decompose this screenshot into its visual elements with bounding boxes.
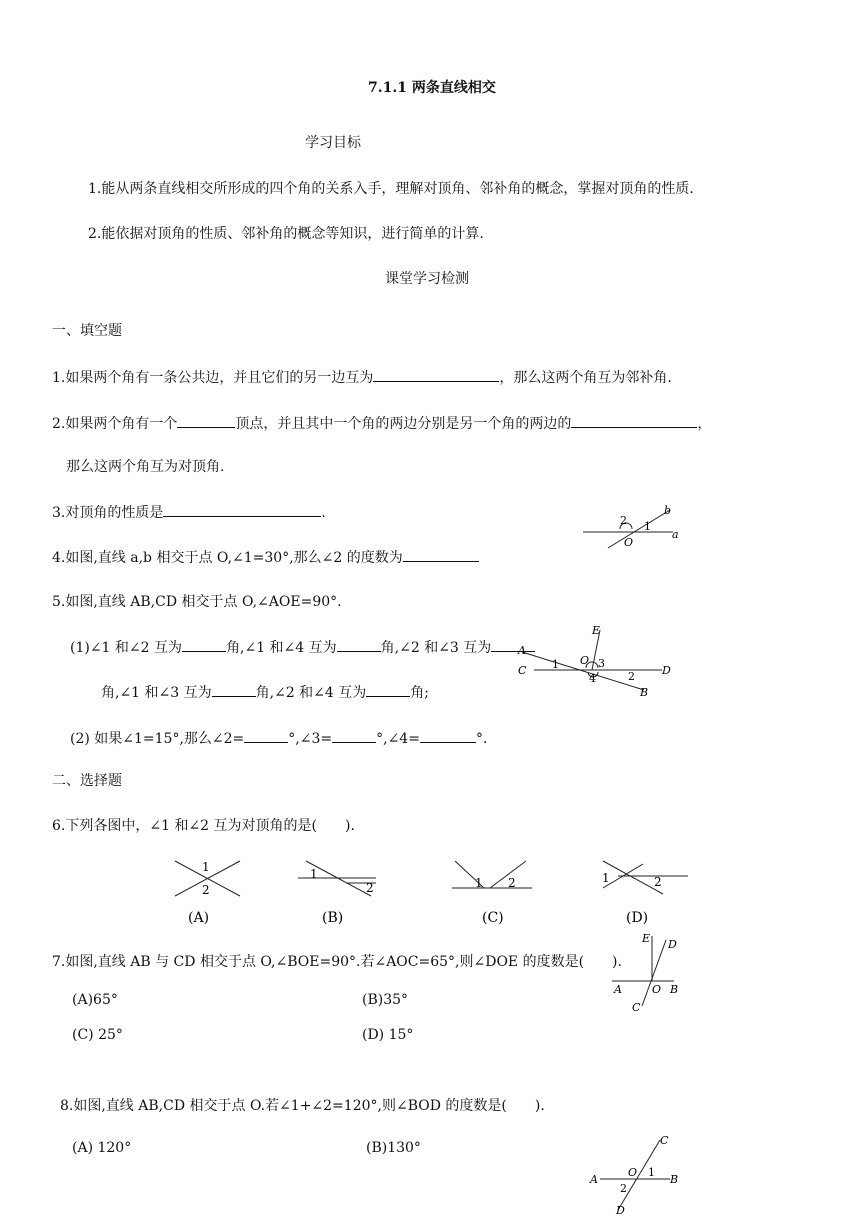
page-title: 7.1.1 两条直线相交 (368, 80, 496, 96)
label-b: B (640, 686, 649, 699)
q5-1-text-a: (1)∠1 和∠2 互为 (70, 640, 183, 656)
label-3: 3 (598, 657, 605, 670)
q1-text-b: ，那么这两个角互为邻补角. (499, 370, 672, 386)
question-5-1-cont (101, 682, 429, 702)
question-2 (52, 413, 711, 433)
label-a: a (672, 528, 679, 541)
figure-q6-b (296, 856, 386, 926)
label-e: E (592, 624, 601, 637)
label-c: C (632, 1001, 641, 1014)
label-a: A (518, 644, 526, 657)
q5-2-text-b: °,∠3= (288, 731, 333, 747)
label-c: C (518, 664, 527, 677)
label-b: B (670, 1173, 679, 1186)
q3-text-a: 3.对顶角的性质是 (52, 505, 164, 521)
question-8: 8.如图,直线 AB,CD 相交于点 O.若∠1+∠2=120°,则∠BOD 的度数是( ). (60, 1098, 545, 1114)
label-d: D (662, 664, 671, 677)
label-2: 2 (654, 875, 662, 889)
q7-option-a[interactable]: (A)65° (72, 992, 118, 1008)
question-5-2 (70, 728, 487, 748)
section-multiple-choice: 二、选择题 (52, 773, 122, 789)
option-a-label: (A) (188, 910, 210, 926)
q5-1-text-f: 角; (410, 685, 429, 701)
label-e: E (642, 932, 651, 945)
figure-q7 (608, 928, 693, 1018)
label-2: 2 (628, 670, 635, 683)
label-1: 1 (475, 876, 483, 890)
label-a: A (614, 983, 622, 996)
q3-blank[interactable] (163, 502, 321, 517)
figure-q6-d (598, 856, 698, 926)
figure-q6-c (450, 856, 540, 926)
q2-text-a: 2.如果两个角有一个 (52, 416, 178, 432)
q7-option-d[interactable]: (D) 15° (362, 1027, 414, 1043)
line-cd (642, 940, 666, 1006)
label-1: 1 (648, 1166, 655, 1179)
q7-option-c[interactable]: (C) 25° (72, 1027, 123, 1043)
q1-text-a: 1.如果两个角有一条公共边，并且它们的另一边互为 (52, 370, 374, 386)
q5-2-text-d: °. (475, 731, 488, 747)
question-2-cont: 那么这两个角互为对顶角. (66, 459, 225, 475)
figure-q4 (578, 502, 698, 552)
q5-blank-2[interactable] (337, 637, 381, 652)
objectives-heading: 学习目标 (305, 135, 361, 151)
label-1: 1 (552, 658, 559, 671)
label-b: b (664, 504, 672, 517)
question-4 (52, 547, 479, 567)
line-b (608, 510, 670, 548)
q2-blank-1[interactable] (177, 413, 235, 428)
label-o: O (624, 536, 634, 549)
label-1: 1 (602, 871, 610, 885)
q5-blank-1[interactable] (182, 637, 226, 652)
option-c-label: (C) (482, 910, 504, 926)
q5-2-text-a: (2) 如果∠1=15°,那么∠2= (70, 731, 245, 747)
q5-blank-6[interactable] (244, 728, 288, 743)
label-d: D (616, 1204, 625, 1216)
q8-option-b[interactable]: (B)130° (366, 1140, 421, 1156)
section-fill-blank: 一、填空题 (52, 323, 122, 339)
label-a: A (590, 1173, 598, 1186)
check-heading: 课堂学习检测 (385, 271, 469, 287)
q5-1-text-d: 角,∠1 和∠3 互为 (101, 685, 212, 701)
q2-text-c: ， (697, 416, 712, 432)
q3-text-b: . (321, 505, 326, 521)
label-2: 2 (366, 881, 374, 895)
q7-option-b[interactable]: (B)35° (362, 992, 409, 1008)
q4-blank[interactable] (403, 547, 479, 562)
q5-blank-7[interactable] (332, 728, 376, 743)
question-7: 7.如图,直线 AB 与 CD 相交于点 O,∠BOE=90°.若∠AOC=65°,则∠DOE 的度数是( ). (52, 954, 622, 970)
question-3 (52, 502, 326, 522)
question-1 (52, 367, 672, 387)
label-c: C (660, 1134, 669, 1147)
q5-1-text-b: 角,∠1 和∠4 互为 (226, 640, 337, 656)
q8-option-a[interactable]: (A) 120° (72, 1140, 132, 1156)
label-1: 1 (202, 860, 210, 874)
question-5-1 (70, 637, 535, 657)
figure-q8 (586, 1130, 696, 1216)
option-b-label: (B) (322, 910, 344, 926)
q4-text: 4.如图,直线 a,b 相交于点 O,∠1=30°,那么∠2 的度数为 (52, 550, 403, 566)
q5-blank-8[interactable] (420, 728, 476, 743)
label-d: D (668, 938, 677, 951)
q5-1-text-c: 角,∠2 和∠3 互为 (380, 640, 492, 656)
q5-1-text-e: 角,∠2 和∠4 互为 (255, 685, 367, 701)
figure-q5 (512, 620, 692, 700)
q1-blank[interactable] (373, 367, 499, 382)
q5-2-text-c: °,∠4= (376, 731, 420, 747)
objective-1: 1.能从两条直线相交所形成的四个角的关系入手，理解对顶角、邻补角的概念，掌握对顶角的性质. (88, 181, 694, 197)
label-b: B (670, 983, 679, 996)
figure-q6-a (170, 856, 250, 926)
label-2: 2 (202, 883, 210, 897)
option-d-label: (D) (626, 910, 649, 926)
objective-2: 2.能依据对顶角的性质、邻补角的概念等知识，进行简单的计算. (88, 226, 484, 242)
label-1: 1 (644, 520, 651, 533)
label-2: 2 (620, 514, 627, 527)
q5-blank-4[interactable] (212, 682, 256, 697)
question-6: 6.下列各图中，∠1 和∠2 互为对顶角的是( ). (52, 818, 355, 834)
q2-blank-2[interactable] (571, 413, 697, 428)
label-2: 2 (508, 876, 516, 890)
label-4: 4 (589, 672, 596, 685)
label-o: O (628, 1166, 638, 1179)
q5-blank-5[interactable] (366, 682, 410, 697)
question-5: 5.如图,直线 AB,CD 相交于点 O,∠AOE=90°. (52, 594, 342, 610)
q2-text-b: 顶点，并且其中一个角的两边分别是另一个角的两边的 (235, 416, 572, 432)
label-o: O (652, 983, 662, 996)
label-o: O (580, 654, 590, 667)
label-1: 1 (310, 867, 318, 881)
label-2: 2 (620, 1182, 627, 1195)
